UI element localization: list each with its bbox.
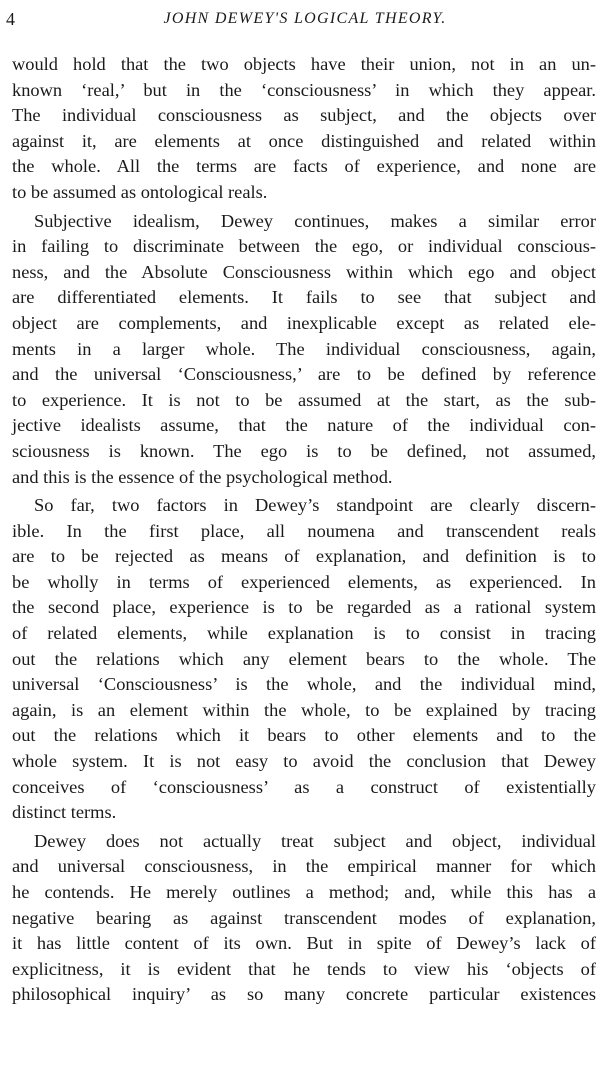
- text-line: would hold that the two objects have their union, not in an un-: [12, 54, 596, 74]
- text-line: and universal consciousness, in the empirical manner for which: [12, 856, 596, 877]
- paragraph-1: [12, 52, 596, 206]
- text-line: whole system. It is not easy to avoid the conclusion that Dewey: [12, 751, 596, 772]
- paragraph-2: [12, 209, 596, 491]
- text-line: ible. In the first place, all noumena and transcendent reals: [12, 520, 596, 541]
- running-title: JOHN DEWEY'S LOGICAL THEORY.: [163, 10, 447, 27]
- text-line: he contends. He merely outlines a method; and, while this has a: [12, 882, 596, 902]
- text-line: out the relations which it bears to other elements and to the: [12, 725, 596, 746]
- text-line: sciousness is known. The ego is to be defined, not assumed,: [12, 440, 596, 461]
- text-line: Dewey does not actually treat subject and object, individual: [34, 830, 596, 851]
- text-line: again, is an element within the whole, to be explained by tracing: [12, 699, 596, 720]
- text-line: the whole. All the terms are facts of experience, and none are: [12, 156, 596, 177]
- text-line: So far, two factors in Dewey’s standpoint are clearly discern-: [34, 495, 596, 516]
- body-text: [12, 52, 596, 1008]
- text-line: be wholly in terms of experienced elements, as experienced. In: [12, 571, 596, 592]
- text-line: object are complements, and inexplicable except as related ele-: [12, 312, 596, 333]
- text-line: are to be rejected as means of explanation, and definition is to: [12, 546, 596, 567]
- text-line: the second place, experience is to be regarded as a rational system: [12, 597, 596, 618]
- text-line: in failing to discriminate between the ego, or individual conscious-: [12, 236, 596, 257]
- text-line: ments in a larger whole. The individual consciousness, again,: [12, 338, 596, 359]
- text-line: to experience. It is not to be assumed at the start, as the sub-: [12, 389, 596, 410]
- text-line: out the relations which any element bears to the whole. The: [12, 648, 596, 669]
- paragraph-3: [12, 493, 596, 826]
- text-line: conceives of ‘consciousness’ as a construct of existentially: [12, 776, 596, 797]
- text-line: it has little content of its own. But in spite of Dewey’s lack of: [12, 933, 596, 954]
- text-line: and the universal ‘Consciousness,’ are to be defined by reference: [12, 364, 596, 385]
- text-line: and this is the essence of the psychological method.: [12, 466, 393, 487]
- text-line: against it, are elements at once distinguished and related within: [12, 130, 596, 151]
- text-line: are differentiated elements. It fails to see that subject and: [12, 287, 596, 308]
- page-number: 4: [6, 9, 15, 29]
- text-line: explicitness, it is evident that he tends to view his ‘objects of: [12, 958, 596, 979]
- text-line: negative bearing as against transcendent modes of explanation,: [12, 907, 596, 928]
- text-line: universal ‘Consciousness’ is the whole, and the individual mind,: [12, 674, 596, 695]
- text-line: distinct terms.: [12, 802, 117, 823]
- text-line: philosophical inquiry’ as so many concrete particular existences: [12, 984, 596, 1005]
- text-line: ness, and the Absolute Consciousness within which ego and object: [12, 261, 596, 282]
- text-line: of related elements, while explanation is to consist in tracing: [12, 623, 596, 644]
- text-line: The individual consciousness as subject, and the objects over: [12, 105, 596, 126]
- text-line: Subjective idealism, Dewey continues, makes a similar error: [34, 210, 596, 231]
- paragraph-4: [12, 829, 596, 1008]
- text-line: known ‘real,’ but in the ‘consciousness’ in which they appear.: [12, 79, 596, 100]
- text-line: to be assumed as ontological reals.: [12, 181, 268, 202]
- text-line: jective idealists assume, that the nature of the individual con-: [12, 415, 596, 436]
- running-head: [6, 6, 604, 32]
